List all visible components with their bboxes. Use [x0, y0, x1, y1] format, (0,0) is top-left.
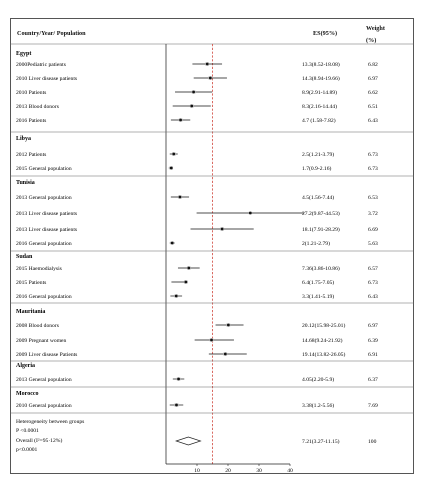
footer-line: p<0.0001: [16, 447, 38, 453]
study-weight: 5.63: [368, 241, 378, 247]
study-weight: 6.57: [368, 266, 378, 272]
study-es-text: 14.68(9.24-21.92): [302, 338, 343, 344]
x-tick-label: 20: [225, 468, 231, 474]
point-estimate: [184, 281, 187, 284]
point-estimate: [227, 324, 230, 327]
header-es-column: ES(95%): [313, 30, 338, 37]
study-es-text: 7.36(3.86-10.86): [302, 266, 340, 272]
study-label: 2015 Patients: [16, 280, 47, 286]
study-es-text: 8.3(2.16-14.44): [302, 104, 337, 110]
study-weight: 6.82: [368, 62, 378, 68]
point-estimate: [224, 353, 227, 356]
study-weight: 6.51: [368, 104, 378, 110]
study-label: 2013 General population: [16, 377, 72, 383]
study-es-text: 27.2(9.87-44.53): [302, 211, 340, 217]
study-weight: 6.53: [368, 195, 378, 201]
study-es-text: 4.7 (1.58-7.82): [302, 118, 336, 124]
study-label: 2015 Haemodialysis: [16, 266, 62, 272]
study-es-text: 18.1(7.91-28.29): [302, 227, 340, 233]
group-label: Libya: [16, 136, 32, 142]
point-estimate: [221, 228, 224, 231]
overall-weight: 100: [368, 439, 377, 445]
footer-line: Heterogeneity between groups: [16, 419, 85, 425]
header-weight-unit: (%): [366, 37, 377, 44]
overall-es-text: 7.21(3.27-11.15): [302, 439, 340, 445]
point-estimate: [210, 339, 213, 342]
study-weight: 6.97: [368, 76, 378, 82]
x-tick-label: 40: [287, 468, 293, 474]
study-label: 2010 Liver disease patients: [16, 76, 78, 82]
study-weight: 6.43: [368, 294, 378, 300]
x-tick-label: 30: [256, 468, 262, 474]
study-weight: 6.43: [368, 118, 378, 124]
header-study-column: Country/Year/ Population: [17, 30, 86, 37]
point-estimate: [175, 404, 178, 407]
point-estimate: [187, 267, 190, 270]
study-weight: 6.69: [368, 227, 378, 233]
study-label: 2010 General population: [16, 403, 72, 409]
group-label: Sudan: [16, 254, 33, 260]
study-weight: 6.91: [368, 352, 378, 358]
study-es-text: 8.9(2.91-14.89): [302, 90, 337, 96]
study-es-text: 3.38(1.2-5.56): [302, 403, 335, 409]
study-weight: 7.69: [368, 403, 378, 409]
study-label: 2016 General population: [16, 241, 72, 247]
point-estimate: [209, 77, 212, 80]
point-estimate: [175, 295, 178, 298]
study-weight: 6.37: [368, 377, 378, 383]
study-label: 2013 Liver disease patients: [16, 211, 78, 217]
study-es-text: 14.3(8.94-19.66): [302, 76, 340, 82]
study-weight: 6.73: [368, 166, 378, 172]
study-weight: 6.62: [368, 90, 378, 96]
header-weight-column: Weight: [366, 25, 385, 32]
study-weight: 6.97: [368, 323, 378, 329]
group-label: Algeria: [16, 363, 35, 369]
overall-diamond: [176, 437, 200, 445]
study-es-text: 2(1.21-2.79): [302, 241, 330, 247]
study-label: 2016 Patients: [16, 118, 47, 124]
study-es-text: 3.3(1.41-5.19): [302, 294, 335, 300]
study-label: 2012 Patients: [16, 152, 47, 158]
study-es-text: 2.5(1.21-3.79): [302, 152, 335, 158]
point-estimate: [190, 105, 193, 108]
study-es-text: 20.12(15.98-25.01): [302, 323, 346, 329]
group-label: Tunisia: [16, 180, 35, 186]
footer-line: Overall (I²=95·12%): [16, 438, 63, 444]
study-weight: 6.73: [368, 280, 378, 286]
group-label: Mauritania: [16, 309, 46, 315]
study-label: 2009 Pregnant women: [16, 338, 67, 344]
study-label: 2016 General population: [16, 294, 72, 300]
point-estimate: [206, 63, 209, 66]
point-estimate: [177, 378, 180, 381]
study-label: 2013 General population: [16, 195, 72, 201]
study-es-text: 4.05(2.20-5.9): [302, 377, 335, 383]
study-label: 2013 Blood donors: [16, 104, 59, 110]
study-label: 2015 General population: [16, 166, 72, 172]
study-es-text: 4.5(1.56-7.44): [302, 195, 335, 201]
point-estimate: [179, 196, 182, 199]
point-estimate: [179, 119, 182, 122]
group-label: Egypt: [16, 51, 32, 57]
study-es-text: 19.14(13.82-26.05): [302, 352, 346, 358]
study-weight: 3.72: [368, 211, 378, 217]
study-label: 2008 Blood donors: [16, 323, 59, 329]
footer-line: P <0.0001: [16, 428, 39, 434]
study-es-text: 13.3(8.52-18.08): [302, 62, 340, 68]
study-weight: 6.73: [368, 152, 378, 158]
point-estimate: [249, 212, 252, 215]
study-label: 2013 Liver disease patients: [16, 227, 78, 233]
point-estimate: [170, 167, 173, 170]
point-estimate: [192, 91, 195, 94]
study-label: 2000Pediatric patients: [16, 62, 66, 68]
study-label: 2009 Liver disease Patients: [16, 352, 78, 358]
study-es-text: 1.7(0.9-2.16): [302, 166, 332, 172]
study-label: 2010 Patients: [16, 90, 47, 96]
study-weight: 6.39: [368, 338, 378, 344]
point-estimate: [171, 242, 174, 245]
study-es-text: 6.4(1.75-7.05): [302, 280, 335, 286]
group-label: Morocco: [16, 391, 39, 397]
x-tick-label: 10: [194, 468, 200, 474]
point-estimate: [172, 153, 175, 156]
